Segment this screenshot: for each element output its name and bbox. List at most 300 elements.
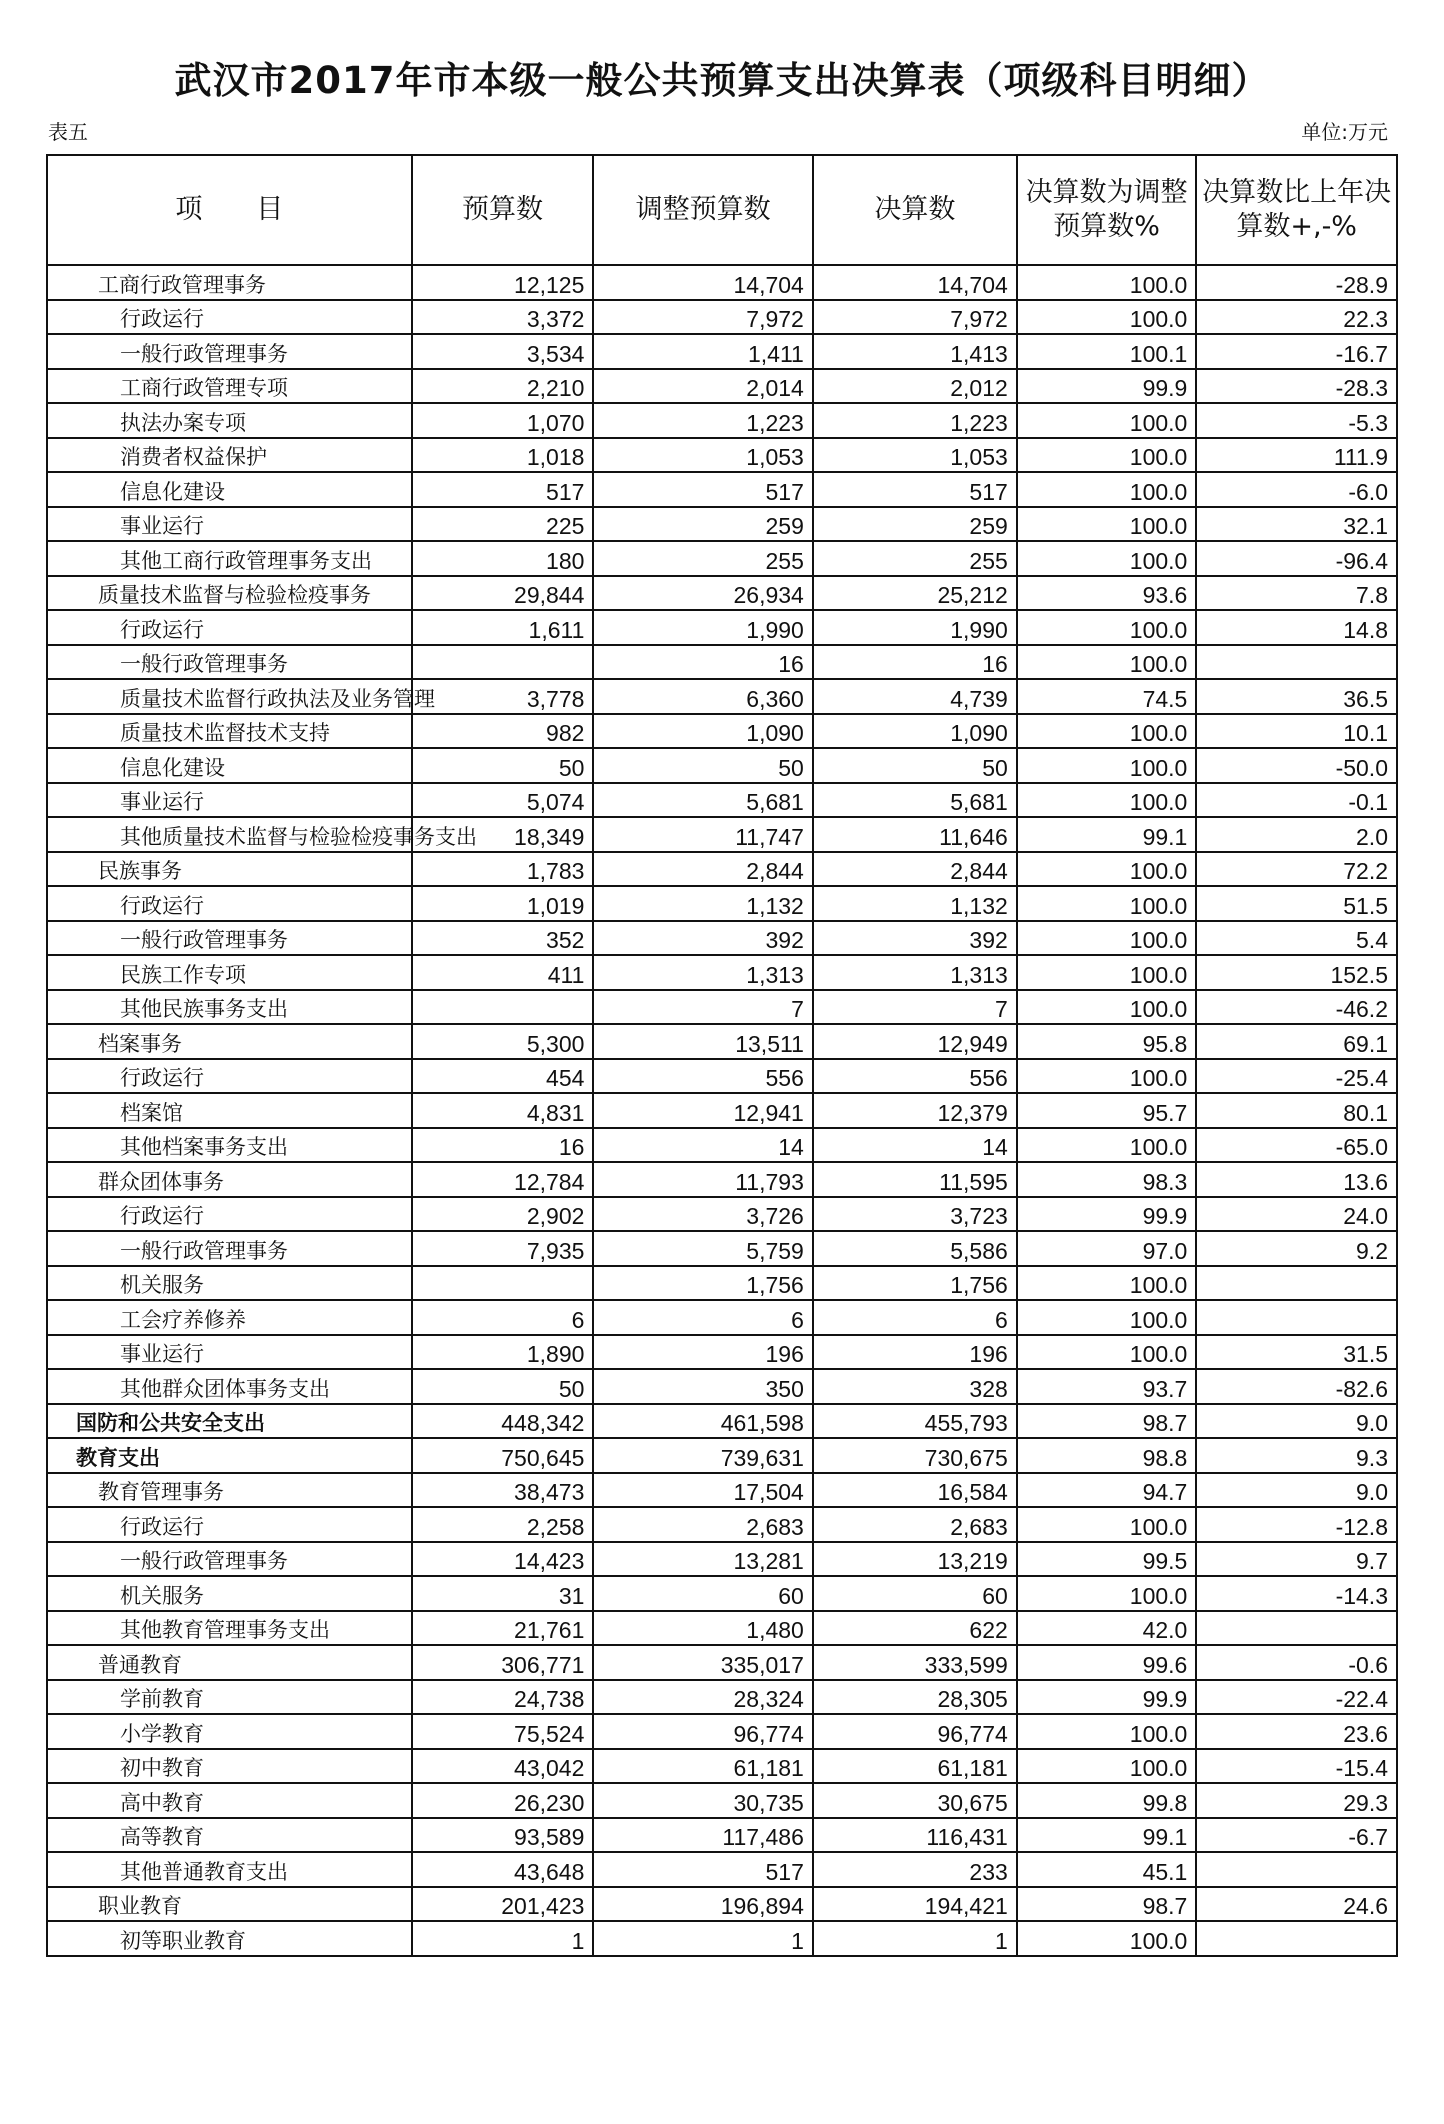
row-final: 1,413	[813, 334, 1017, 369]
row-item-name: 质量技术监督技术支持	[47, 714, 412, 749]
row-item-name: 其他档案事务支出	[47, 1128, 412, 1163]
row-pct-of-adjusted: 99.9	[1017, 1680, 1197, 1715]
row-budget: 75,524	[412, 1714, 594, 1749]
row-change-vs-last-year	[1196, 1611, 1397, 1646]
row-change-vs-last-year: 31.5	[1196, 1335, 1397, 1370]
row-budget: 1,890	[412, 1335, 594, 1370]
row-final: 116,431	[813, 1818, 1017, 1853]
row-item-name: 质量技术监督与检验检疫事务	[47, 576, 412, 611]
row-change-vs-last-year: 24.0	[1196, 1197, 1397, 1232]
row-change-vs-last-year: 32.1	[1196, 507, 1397, 542]
table-row	[47, 1335, 1397, 1370]
header-item: 项 目	[47, 155, 412, 265]
row-final: 622	[813, 1611, 1017, 1646]
row-budget	[412, 645, 594, 680]
row-item-name: 其他质量技术监督与检验检疫事务支出	[47, 817, 412, 852]
row-pct-of-adjusted: 100.0	[1017, 1335, 1197, 1370]
row-change-vs-last-year	[1196, 1921, 1397, 1956]
row-change-vs-last-year: -28.9	[1196, 265, 1397, 300]
row-final: 5,681	[813, 783, 1017, 818]
table-row	[47, 1059, 1397, 1094]
row-item-name: 行政运行	[47, 1197, 412, 1232]
row-pct-of-adjusted: 99.1	[1017, 1818, 1197, 1853]
row-pct-of-adjusted: 42.0	[1017, 1611, 1197, 1646]
table-row	[47, 1024, 1397, 1059]
row-pct-of-adjusted: 99.9	[1017, 369, 1197, 404]
row-change-vs-last-year	[1196, 1852, 1397, 1887]
row-change-vs-last-year: 2.0	[1196, 817, 1397, 852]
row-adjusted-budget: 392	[593, 921, 812, 956]
row-change-vs-last-year: -0.1	[1196, 783, 1397, 818]
row-item-name: 职业教育	[47, 1887, 412, 1922]
row-final: 455,793	[813, 1404, 1017, 1439]
row-change-vs-last-year: 111.9	[1196, 438, 1397, 473]
row-item-name: 信息化建设	[47, 748, 412, 783]
table-row	[47, 748, 1397, 783]
row-budget: 3,372	[412, 300, 594, 335]
row-item-name: 一般行政管理事务	[47, 334, 412, 369]
table-row	[47, 1542, 1397, 1577]
table-row	[47, 817, 1397, 852]
row-budget: 225	[412, 507, 594, 542]
table-row	[47, 507, 1397, 542]
row-adjusted-budget: 461,598	[593, 1404, 812, 1439]
table-row	[47, 1749, 1397, 1784]
row-item-name: 工会疗养修养	[47, 1300, 412, 1335]
row-final: 60	[813, 1576, 1017, 1611]
table-row	[47, 541, 1397, 576]
table-row	[47, 438, 1397, 473]
table-row	[47, 1162, 1397, 1197]
row-final: 1,313	[813, 955, 1017, 990]
row-budget: 352	[412, 921, 594, 956]
row-change-vs-last-year: -12.8	[1196, 1507, 1397, 1542]
row-change-vs-last-year: -15.4	[1196, 1749, 1397, 1784]
row-pct-of-adjusted: 94.7	[1017, 1473, 1197, 1508]
row-pct-of-adjusted: 100.0	[1017, 852, 1197, 887]
table-row	[47, 576, 1397, 611]
row-budget: 448,342	[412, 1404, 594, 1439]
table-row	[47, 1714, 1397, 1749]
row-adjusted-budget: 17,504	[593, 1473, 812, 1508]
table-row	[47, 1680, 1397, 1715]
row-change-vs-last-year: 72.2	[1196, 852, 1397, 887]
row-adjusted-budget: 1,990	[593, 610, 812, 645]
row-final: 12,379	[813, 1093, 1017, 1128]
row-pct-of-adjusted: 100.0	[1017, 1266, 1197, 1301]
table-body	[47, 265, 1397, 1956]
row-budget: 93,589	[412, 1818, 594, 1853]
header-pct-of-adjusted: 决算数为调整预算数%	[1017, 155, 1197, 265]
table-row	[47, 472, 1397, 507]
row-item-name: 民族事务	[47, 852, 412, 887]
row-pct-of-adjusted: 100.0	[1017, 1576, 1197, 1611]
row-adjusted-budget: 11,793	[593, 1162, 812, 1197]
row-final: 11,595	[813, 1162, 1017, 1197]
row-item-name: 教育支出	[47, 1438, 412, 1473]
table-row	[47, 1231, 1397, 1266]
row-change-vs-last-year: -16.7	[1196, 334, 1397, 369]
row-item-name: 其他教育管理事务支出	[47, 1611, 412, 1646]
row-item-name: 高中教育	[47, 1783, 412, 1818]
table-row	[47, 679, 1397, 714]
row-pct-of-adjusted: 100.0	[1017, 265, 1197, 300]
row-item-name: 档案馆	[47, 1093, 412, 1128]
row-final: 25,212	[813, 576, 1017, 611]
table-row	[47, 1438, 1397, 1473]
row-pct-of-adjusted: 100.0	[1017, 990, 1197, 1025]
row-pct-of-adjusted: 100.0	[1017, 921, 1197, 956]
row-budget: 7,935	[412, 1231, 594, 1266]
row-budget: 306,771	[412, 1645, 594, 1680]
table-row	[47, 610, 1397, 645]
row-item-name: 事业运行	[47, 783, 412, 818]
row-item-name: 民族工作专项	[47, 955, 412, 990]
row-final: 1,132	[813, 886, 1017, 921]
header-adjusted-budget: 调整预算数	[593, 155, 812, 265]
row-pct-of-adjusted: 95.7	[1017, 1093, 1197, 1128]
row-pct-of-adjusted: 100.0	[1017, 886, 1197, 921]
row-adjusted-budget: 96,774	[593, 1714, 812, 1749]
row-adjusted-budget: 1,223	[593, 403, 812, 438]
row-item-name: 一般行政管理事务	[47, 921, 412, 956]
row-pct-of-adjusted: 98.7	[1017, 1887, 1197, 1922]
row-budget: 14,423	[412, 1542, 594, 1577]
row-item-name: 其他普通教育支出	[47, 1852, 412, 1887]
row-budget: 50	[412, 748, 594, 783]
row-pct-of-adjusted: 99.8	[1017, 1783, 1197, 1818]
row-budget: 1,070	[412, 403, 594, 438]
row-pct-of-adjusted: 93.6	[1017, 576, 1197, 611]
row-pct-of-adjusted: 99.9	[1017, 1197, 1197, 1232]
row-budget: 24,738	[412, 1680, 594, 1715]
table-row	[47, 1404, 1397, 1439]
row-item-name: 初等职业教育	[47, 1921, 412, 1956]
row-adjusted-budget: 7	[593, 990, 812, 1025]
table-row	[47, 990, 1397, 1025]
row-final: 16	[813, 645, 1017, 680]
row-budget: 2,902	[412, 1197, 594, 1232]
row-item-name: 质量技术监督行政执法及业务管理	[47, 679, 412, 714]
row-change-vs-last-year	[1196, 1266, 1397, 1301]
row-item-name: 教育管理事务	[47, 1473, 412, 1508]
row-final: 1,053	[813, 438, 1017, 473]
row-pct-of-adjusted: 100.1	[1017, 334, 1197, 369]
table-row	[47, 1783, 1397, 1818]
row-final: 556	[813, 1059, 1017, 1094]
row-budget: 1,019	[412, 886, 594, 921]
row-adjusted-budget: 739,631	[593, 1438, 812, 1473]
row-budget: 2,258	[412, 1507, 594, 1542]
row-change-vs-last-year: 36.5	[1196, 679, 1397, 714]
row-adjusted-budget: 255	[593, 541, 812, 576]
row-pct-of-adjusted: 97.0	[1017, 1231, 1197, 1266]
row-change-vs-last-year: 5.4	[1196, 921, 1397, 956]
row-adjusted-budget: 196	[593, 1335, 812, 1370]
row-adjusted-budget: 7,972	[593, 300, 812, 335]
row-final: 13,219	[813, 1542, 1017, 1577]
row-change-vs-last-year: 29.3	[1196, 1783, 1397, 1818]
row-change-vs-last-year: 80.1	[1196, 1093, 1397, 1128]
row-final: 1,223	[813, 403, 1017, 438]
row-pct-of-adjusted: 100.0	[1017, 610, 1197, 645]
row-adjusted-budget: 1,090	[593, 714, 812, 749]
table-row	[47, 334, 1397, 369]
table-row	[47, 1852, 1397, 1887]
row-pct-of-adjusted: 100.0	[1017, 783, 1197, 818]
row-change-vs-last-year: -5.3	[1196, 403, 1397, 438]
row-pct-of-adjusted: 100.0	[1017, 1300, 1197, 1335]
table-row	[47, 886, 1397, 921]
table-row	[47, 1507, 1397, 1542]
row-item-name: 机关服务	[47, 1576, 412, 1611]
row-final: 61,181	[813, 1749, 1017, 1784]
row-item-name: 普通教育	[47, 1645, 412, 1680]
table-row	[47, 1611, 1397, 1646]
row-change-vs-last-year: 69.1	[1196, 1024, 1397, 1059]
row-item-name: 初中教育	[47, 1749, 412, 1784]
row-item-name: 执法办案专项	[47, 403, 412, 438]
row-change-vs-last-year: 9.0	[1196, 1473, 1397, 1508]
row-pct-of-adjusted: 100.0	[1017, 714, 1197, 749]
row-change-vs-last-year: 23.6	[1196, 1714, 1397, 1749]
row-item-name: 学前教育	[47, 1680, 412, 1715]
row-final: 14	[813, 1128, 1017, 1163]
row-pct-of-adjusted: 100.0	[1017, 1714, 1197, 1749]
row-budget: 43,042	[412, 1749, 594, 1784]
row-adjusted-budget: 517	[593, 1852, 812, 1887]
row-change-vs-last-year: -6.7	[1196, 1818, 1397, 1853]
row-item-name: 群众团体事务	[47, 1162, 412, 1197]
table-header-row	[47, 155, 1397, 265]
row-budget: 517	[412, 472, 594, 507]
row-final: 4,739	[813, 679, 1017, 714]
row-change-vs-last-year: -6.0	[1196, 472, 1397, 507]
row-budget: 1,611	[412, 610, 594, 645]
row-final: 392	[813, 921, 1017, 956]
row-pct-of-adjusted: 100.0	[1017, 472, 1197, 507]
row-adjusted-budget: 50	[593, 748, 812, 783]
row-adjusted-budget: 117,486	[593, 1818, 812, 1853]
row-adjusted-budget: 16	[593, 645, 812, 680]
row-adjusted-budget: 556	[593, 1059, 812, 1094]
row-pct-of-adjusted: 99.5	[1017, 1542, 1197, 1577]
row-budget: 1,018	[412, 438, 594, 473]
row-adjusted-budget: 13,281	[593, 1542, 812, 1577]
row-adjusted-budget: 60	[593, 1576, 812, 1611]
row-pct-of-adjusted: 98.8	[1017, 1438, 1197, 1473]
row-final: 196	[813, 1335, 1017, 1370]
row-pct-of-adjusted: 100.0	[1017, 1749, 1197, 1784]
table-row	[47, 300, 1397, 335]
row-adjusted-budget: 11,747	[593, 817, 812, 852]
row-change-vs-last-year: 9.3	[1196, 1438, 1397, 1473]
row-pct-of-adjusted: 99.1	[1017, 817, 1197, 852]
page-title: 武汉市2017年市本级一般公共预算支出决算表（项级科目明细）	[174, 59, 1270, 102]
row-change-vs-last-year: 7.8	[1196, 576, 1397, 611]
row-adjusted-budget: 14,704	[593, 265, 812, 300]
row-adjusted-budget: 1,313	[593, 955, 812, 990]
row-item-name: 其他民族事务支出	[47, 990, 412, 1025]
row-change-vs-last-year: 9.2	[1196, 1231, 1397, 1266]
row-final: 14,704	[813, 265, 1017, 300]
table-row	[47, 1645, 1397, 1680]
row-change-vs-last-year: -46.2	[1196, 990, 1397, 1025]
row-budget: 5,300	[412, 1024, 594, 1059]
row-adjusted-budget: 13,511	[593, 1024, 812, 1059]
row-change-vs-last-year: 9.7	[1196, 1542, 1397, 1577]
row-budget: 6	[412, 1300, 594, 1335]
row-change-vs-last-year	[1196, 1300, 1397, 1335]
row-pct-of-adjusted: 100.0	[1017, 748, 1197, 783]
row-adjusted-budget: 2,844	[593, 852, 812, 887]
row-final: 2,844	[813, 852, 1017, 887]
table-row	[47, 714, 1397, 749]
row-adjusted-budget: 30,735	[593, 1783, 812, 1818]
row-item-name: 一般行政管理事务	[47, 1231, 412, 1266]
row-final: 16,584	[813, 1473, 1017, 1508]
row-budget: 12,784	[412, 1162, 594, 1197]
row-pct-of-adjusted: 100.0	[1017, 403, 1197, 438]
row-final: 7,972	[813, 300, 1017, 335]
row-item-name: 消费者权益保护	[47, 438, 412, 473]
table-row	[47, 1921, 1397, 1956]
row-budget: 12,125	[412, 265, 594, 300]
row-budget	[412, 1266, 594, 1301]
header-final: 决算数	[813, 155, 1017, 265]
row-final: 12,949	[813, 1024, 1017, 1059]
row-item-name: 一般行政管理事务	[47, 645, 412, 680]
row-final: 333,599	[813, 1645, 1017, 1680]
row-budget: 18,349	[412, 817, 594, 852]
row-item-name: 工商行政管理事务	[47, 265, 412, 300]
row-adjusted-budget: 28,324	[593, 1680, 812, 1715]
row-pct-of-adjusted: 45.1	[1017, 1852, 1197, 1887]
table-row	[47, 1887, 1397, 1922]
row-final: 7	[813, 990, 1017, 1025]
row-final: 1,990	[813, 610, 1017, 645]
row-change-vs-last-year: -65.0	[1196, 1128, 1397, 1163]
row-final: 1,090	[813, 714, 1017, 749]
table-row	[47, 1266, 1397, 1301]
row-budget: 5,074	[412, 783, 594, 818]
budget-table	[46, 154, 1398, 1957]
row-adjusted-budget: 26,934	[593, 576, 812, 611]
row-budget: 16	[412, 1128, 594, 1163]
row-budget: 750,645	[412, 1438, 594, 1473]
row-final: 194,421	[813, 1887, 1017, 1922]
row-change-vs-last-year: 24.6	[1196, 1887, 1397, 1922]
row-pct-of-adjusted: 100.0	[1017, 438, 1197, 473]
row-final: 1,756	[813, 1266, 1017, 1301]
row-change-vs-last-year: -22.4	[1196, 1680, 1397, 1715]
row-adjusted-budget: 259	[593, 507, 812, 542]
row-adjusted-budget: 12,941	[593, 1093, 812, 1128]
row-final: 30,675	[813, 1783, 1017, 1818]
row-pct-of-adjusted: 98.7	[1017, 1404, 1197, 1439]
row-pct-of-adjusted: 100.0	[1017, 955, 1197, 990]
row-adjusted-budget: 3,726	[593, 1197, 812, 1232]
table-row	[47, 1300, 1397, 1335]
row-change-vs-last-year: -50.0	[1196, 748, 1397, 783]
row-change-vs-last-year: 13.6	[1196, 1162, 1397, 1197]
table-row	[47, 265, 1397, 300]
table-row	[47, 1576, 1397, 1611]
row-adjusted-budget: 1	[593, 1921, 812, 1956]
row-adjusted-budget: 2,683	[593, 1507, 812, 1542]
row-change-vs-last-year: -96.4	[1196, 541, 1397, 576]
row-pct-of-adjusted: 100.0	[1017, 541, 1197, 576]
row-budget: 1,783	[412, 852, 594, 887]
row-final: 1	[813, 1921, 1017, 1956]
row-item-name: 其他工商行政管理事务支出	[47, 541, 412, 576]
row-adjusted-budget: 5,681	[593, 783, 812, 818]
row-budget: 31	[412, 1576, 594, 1611]
row-item-name: 行政运行	[47, 610, 412, 645]
row-budget: 2,210	[412, 369, 594, 404]
table-row	[47, 403, 1397, 438]
row-pct-of-adjusted: 98.3	[1017, 1162, 1197, 1197]
row-change-vs-last-year	[1196, 645, 1397, 680]
table-row	[47, 369, 1397, 404]
row-final: 2,012	[813, 369, 1017, 404]
row-budget: 1	[412, 1921, 594, 1956]
row-change-vs-last-year: -28.3	[1196, 369, 1397, 404]
row-final: 11,646	[813, 817, 1017, 852]
row-pct-of-adjusted: 100.0	[1017, 507, 1197, 542]
row-final: 50	[813, 748, 1017, 783]
row-adjusted-budget: 5,759	[593, 1231, 812, 1266]
row-change-vs-last-year: -82.6	[1196, 1369, 1397, 1404]
row-item-name: 事业运行	[47, 1335, 412, 1370]
row-item-name: 行政运行	[47, 1507, 412, 1542]
row-pct-of-adjusted: 100.0	[1017, 1921, 1197, 1956]
row-final: 2,683	[813, 1507, 1017, 1542]
row-adjusted-budget: 1,756	[593, 1266, 812, 1301]
header-budget: 预算数	[412, 155, 594, 265]
row-pct-of-adjusted: 100.0	[1017, 300, 1197, 335]
row-adjusted-budget: 1,053	[593, 438, 812, 473]
row-budget: 29,844	[412, 576, 594, 611]
table-row	[47, 1818, 1397, 1853]
row-final: 3,723	[813, 1197, 1017, 1232]
table-row	[47, 955, 1397, 990]
row-adjusted-budget: 517	[593, 472, 812, 507]
row-change-vs-last-year: 22.3	[1196, 300, 1397, 335]
row-adjusted-budget: 1,132	[593, 886, 812, 921]
row-item-name: 信息化建设	[47, 472, 412, 507]
row-budget: 411	[412, 955, 594, 990]
row-adjusted-budget: 196,894	[593, 1887, 812, 1922]
row-change-vs-last-year: -14.3	[1196, 1576, 1397, 1611]
row-pct-of-adjusted: 100.0	[1017, 1507, 1197, 1542]
row-change-vs-last-year: -0.6	[1196, 1645, 1397, 1680]
header-change-vs-last-year: 决算数比上年决算数+,-%	[1196, 155, 1397, 265]
row-adjusted-budget: 14	[593, 1128, 812, 1163]
row-adjusted-budget: 1,411	[593, 334, 812, 369]
row-change-vs-last-year: 51.5	[1196, 886, 1397, 921]
row-item-name: 其他群众团体事务支出	[47, 1369, 412, 1404]
row-final: 5,586	[813, 1231, 1017, 1266]
row-item-name: 机关服务	[47, 1266, 412, 1301]
table-row	[47, 645, 1397, 680]
row-final: 6	[813, 1300, 1017, 1335]
row-pct-of-adjusted: 100.0	[1017, 645, 1197, 680]
row-budget: 201,423	[412, 1887, 594, 1922]
row-adjusted-budget: 1,480	[593, 1611, 812, 1646]
row-final: 730,675	[813, 1438, 1017, 1473]
row-budget: 180	[412, 541, 594, 576]
